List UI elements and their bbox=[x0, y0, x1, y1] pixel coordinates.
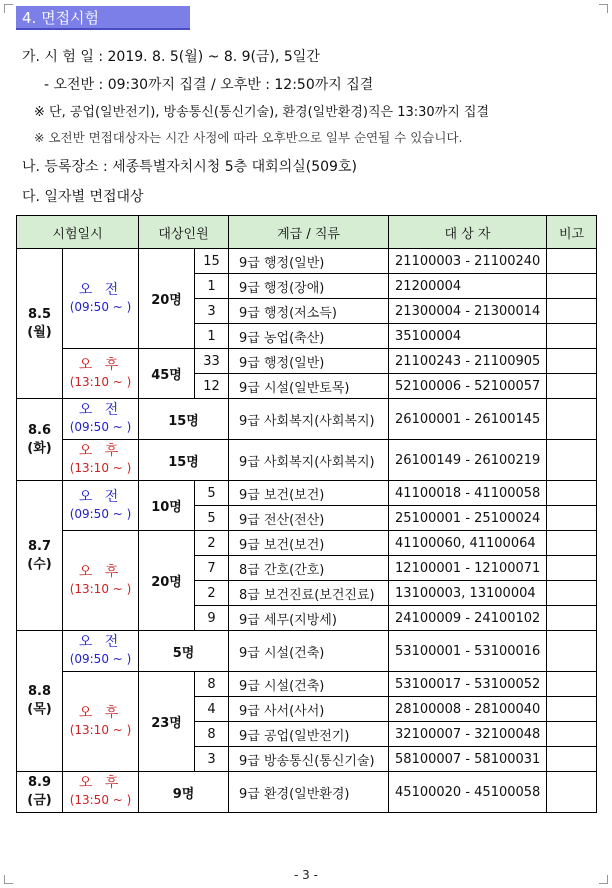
weekday-label: (목) bbox=[27, 702, 52, 717]
session-time: (13:10 ~ ) bbox=[69, 461, 132, 475]
table-row bbox=[17, 772, 597, 813]
row-count: 9 bbox=[195, 606, 229, 631]
session-total: 9명 bbox=[139, 772, 229, 813]
grade-cell: 9급 공업(일반전기) bbox=[229, 722, 389, 747]
remarks-cell bbox=[547, 631, 597, 672]
candidate-range: 45100020 - 45100058 bbox=[389, 772, 547, 813]
remarks-cell bbox=[547, 274, 597, 299]
grade-cell: 8급 간호(간호) bbox=[229, 556, 389, 581]
row-count: 1 bbox=[195, 324, 229, 349]
session-name: 오 전 bbox=[78, 281, 123, 298]
grade-cell: 9급 시설(건축) bbox=[229, 672, 389, 697]
table-row bbox=[17, 531, 597, 556]
note-exception: ※ 단, 공업(일반전기), 방송통신(통신기술), 환경(일반환경)직은 13:30까지 집결 bbox=[34, 105, 490, 120]
session-name: 오 전 bbox=[78, 402, 123, 418]
row-count: 15 bbox=[195, 249, 229, 274]
candidate-range: 53100017 - 53100052 bbox=[389, 672, 547, 697]
date-cell bbox=[17, 399, 63, 481]
session-cell bbox=[63, 531, 139, 631]
grade-cell: 9급 보건(보건) bbox=[229, 481, 389, 506]
grade-cell: 9급 사서(사서) bbox=[229, 697, 389, 722]
session-total: 45명 bbox=[139, 349, 195, 399]
grade-cell: 9급 행정(일반) bbox=[229, 249, 389, 274]
date-label: 8.7 bbox=[27, 538, 52, 554]
session-label bbox=[63, 402, 138, 436]
candidate-range: 41100018 - 41100058 bbox=[389, 481, 547, 506]
corner-mark bbox=[4, 4, 13, 13]
registration-place-line: 나. 등록장소 : 세종특별자치시청 5층 대회의실(509호) bbox=[22, 159, 357, 175]
row-count: 4 bbox=[195, 697, 229, 722]
remarks-cell bbox=[547, 324, 597, 349]
remarks-cell bbox=[547, 349, 597, 374]
candidate-range: 24100009 - 24100102 bbox=[389, 606, 547, 631]
session-label bbox=[63, 705, 138, 739]
candidate-range: 13100003, 13100004 bbox=[389, 581, 547, 606]
session-label bbox=[63, 634, 138, 668]
remarks-cell bbox=[547, 697, 597, 722]
session-cell bbox=[63, 440, 139, 481]
candidate-range: 21100003 - 21100240 bbox=[389, 249, 547, 274]
grade-cell: 9급 전산(전산) bbox=[229, 506, 389, 531]
session-label bbox=[63, 443, 138, 477]
candidate-range: 32100007 - 32100048 bbox=[389, 722, 547, 747]
candidate-range: 21100243 - 21100905 bbox=[389, 349, 547, 374]
remarks-cell bbox=[547, 399, 597, 440]
remarks-cell bbox=[547, 299, 597, 324]
header-cell: 계급 / 직류 bbox=[229, 216, 389, 249]
session-label bbox=[63, 282, 138, 316]
weekday-label: (수) bbox=[27, 556, 52, 572]
weekday-label: (금) bbox=[27, 793, 52, 808]
schedule-heading: 다. 일자별 면접대상 bbox=[22, 189, 144, 205]
row-count: 2 bbox=[195, 581, 229, 606]
candidate-range: 28100008 - 28100040 bbox=[389, 697, 547, 722]
session-time: (13:10 ~ ) bbox=[69, 374, 132, 389]
row-count: 8 bbox=[195, 722, 229, 747]
session-cell bbox=[63, 481, 139, 531]
session-label bbox=[63, 357, 138, 391]
remarks-cell bbox=[547, 374, 597, 399]
candidate-range: 26100149 - 26100219 bbox=[389, 440, 547, 481]
session-time: (13:10 ~ ) bbox=[69, 581, 132, 596]
candidate-range: 25100001 - 25100024 bbox=[389, 506, 547, 531]
session-total: 23명 bbox=[139, 672, 195, 772]
session-time: (09:50 ~ ) bbox=[69, 299, 132, 314]
table-row bbox=[17, 249, 597, 274]
header-cell: 대상인원 bbox=[139, 216, 229, 249]
table-row bbox=[17, 399, 597, 440]
session-label bbox=[63, 775, 138, 809]
header-cell: 시험일시 bbox=[17, 216, 139, 249]
table-row bbox=[17, 631, 597, 672]
header-cell: 대 상 자 bbox=[389, 216, 547, 249]
candidate-range: 58100007 - 58100031 bbox=[389, 747, 547, 772]
grade-cell: 9급 보건(보건) bbox=[229, 531, 389, 556]
remarks-cell bbox=[547, 440, 597, 481]
grade-cell: 9급 방송통신(통신기술) bbox=[229, 747, 389, 772]
exam-date-line: 가. 시 험 일 : 2019. 8. 5(월) ~ 8. 9(금), 5일간 bbox=[22, 49, 320, 65]
session-cell bbox=[63, 772, 139, 813]
table-header-row bbox=[17, 216, 597, 249]
row-count: 5 bbox=[195, 506, 229, 531]
session-cell bbox=[63, 349, 139, 399]
grade-cell: 9급 사회복지(사회복지) bbox=[229, 440, 389, 481]
date-cell bbox=[17, 772, 63, 813]
grade-cell: 9급 시설(건축) bbox=[229, 631, 389, 672]
session-total: 15명 bbox=[139, 440, 229, 481]
session-name: 오 전 bbox=[78, 634, 123, 650]
candidate-range: 21300004 - 21300014 bbox=[389, 299, 547, 324]
session-name: 오 후 bbox=[78, 443, 123, 459]
grade-cell: 9급 농업(축산) bbox=[229, 324, 389, 349]
session-name: 오 후 bbox=[78, 704, 123, 721]
header-cell: 비고 bbox=[547, 216, 597, 249]
session-total: 15명 bbox=[139, 399, 229, 440]
assembly-time-line: - 오전반 : 09:30까지 집결 / 오후반 : 12:50까지 집결 bbox=[44, 77, 374, 93]
session-name: 오 전 bbox=[78, 488, 123, 505]
remarks-cell bbox=[547, 747, 597, 772]
candidate-range: 53100001 - 53100016 bbox=[389, 631, 547, 672]
session-name: 오 후 bbox=[78, 356, 123, 373]
candidate-range: 12100001 - 12100071 bbox=[389, 556, 547, 581]
date-label: 8.8 bbox=[27, 684, 52, 699]
grade-cell: 9급 행정(저소득) bbox=[229, 299, 389, 324]
row-count: 12 bbox=[195, 374, 229, 399]
candidate-range: 41100060, 41100064 bbox=[389, 531, 547, 556]
row-count: 3 bbox=[195, 747, 229, 772]
session-total: 5명 bbox=[139, 631, 229, 672]
session-time: (13:10 ~ ) bbox=[69, 722, 132, 737]
page-number: - 3 - bbox=[294, 868, 318, 882]
row-count: 8 bbox=[195, 672, 229, 697]
grade-cell: 8급 보건진료(보건진료) bbox=[229, 581, 389, 606]
grade-cell: 9급 세무(지방세) bbox=[229, 606, 389, 631]
session-cell bbox=[63, 672, 139, 772]
session-name: 오 후 bbox=[78, 775, 123, 791]
session-cell bbox=[63, 631, 139, 672]
session-time: (09:50 ~ ) bbox=[69, 652, 132, 666]
remarks-cell bbox=[547, 606, 597, 631]
remarks-cell bbox=[547, 556, 597, 581]
remarks-cell bbox=[547, 506, 597, 531]
interview-schedule-table bbox=[16, 215, 597, 813]
grade-cell: 9급 환경(일반환경) bbox=[229, 772, 389, 813]
remarks-cell bbox=[547, 581, 597, 606]
section-title: 4. 면접시험 bbox=[16, 6, 190, 30]
note-postpone: ※ 오전반 면접대상자는 시간 사정에 따라 오후반으로 일부 순연될 수 있습니다. bbox=[34, 130, 463, 145]
session-total: 20명 bbox=[139, 249, 195, 349]
candidate-range: 52100006 - 52100057 bbox=[389, 374, 547, 399]
remarks-cell bbox=[547, 672, 597, 697]
date-cell bbox=[17, 631, 63, 772]
table-row bbox=[17, 481, 597, 506]
row-count: 1 bbox=[195, 274, 229, 299]
session-time: (09:50 ~ ) bbox=[69, 420, 132, 434]
row-count: 5 bbox=[195, 481, 229, 506]
weekday-label: (화) bbox=[27, 440, 52, 456]
remarks-cell bbox=[547, 531, 597, 556]
row-count: 3 bbox=[195, 299, 229, 324]
remarks-cell bbox=[547, 249, 597, 274]
date-cell bbox=[17, 481, 63, 631]
weekday-label: (월) bbox=[27, 324, 52, 340]
grade-cell: 9급 행정(일반) bbox=[229, 349, 389, 374]
session-cell bbox=[63, 399, 139, 440]
session-name: 오 후 bbox=[78, 563, 123, 580]
date-label: 8.6 bbox=[27, 422, 52, 438]
candidate-range: 35100004 bbox=[389, 324, 547, 349]
remarks-cell bbox=[547, 772, 597, 813]
session-label bbox=[63, 564, 138, 598]
grade-cell: 9급 시설(일반토목) bbox=[229, 374, 389, 399]
session-total: 20명 bbox=[139, 531, 195, 631]
date-label: 8.5 bbox=[27, 306, 52, 322]
row-count: 2 bbox=[195, 531, 229, 556]
session-cell bbox=[63, 249, 139, 349]
row-count: 33 bbox=[195, 349, 229, 374]
remarks-cell bbox=[547, 481, 597, 506]
candidate-range: 21200004 bbox=[389, 274, 547, 299]
session-total: 10명 bbox=[139, 481, 195, 531]
session-time: (13:50 ~ ) bbox=[69, 793, 132, 807]
candidate-range: 26100001 - 26100145 bbox=[389, 399, 547, 440]
table-row bbox=[17, 672, 597, 697]
date-cell bbox=[17, 249, 63, 399]
table-row bbox=[17, 440, 597, 481]
grade-cell: 9급 행정(장애) bbox=[229, 274, 389, 299]
session-label bbox=[63, 489, 138, 523]
table-row bbox=[17, 349, 597, 374]
remarks-cell bbox=[547, 722, 597, 747]
row-count: 7 bbox=[195, 556, 229, 581]
session-time: (09:50 ~ ) bbox=[69, 506, 132, 521]
grade-cell: 9급 사회복지(사회복지) bbox=[229, 399, 389, 440]
corner-mark bbox=[599, 4, 608, 13]
date-label: 8.9 bbox=[27, 775, 52, 790]
